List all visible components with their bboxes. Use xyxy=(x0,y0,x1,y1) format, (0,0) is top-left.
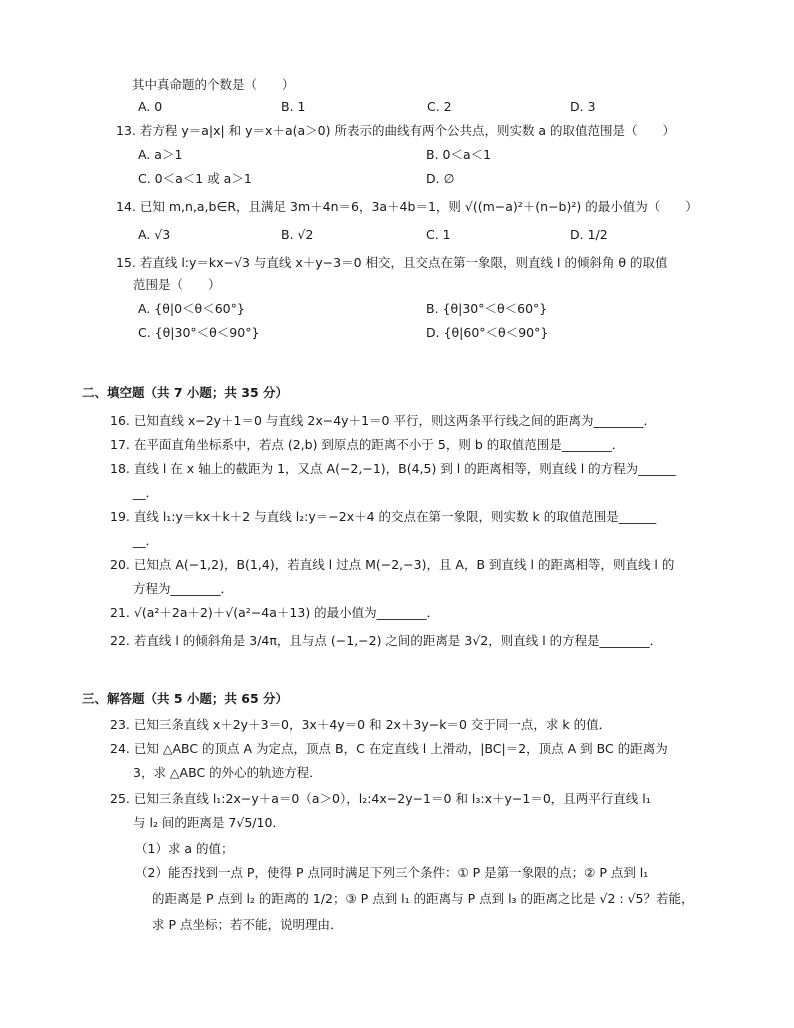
q18-line1: 18. 直线 l 在 x 轴上的截距为 1，又点 A(−2,−1)，B(4,5) 到 l 的距离相等，则直线 l 的方程为______ xyxy=(110,461,676,476)
section-3-title: 三、解答题（共 5 小题；共 65 分） xyxy=(82,691,289,706)
q13-option-b: B. 0＜a＜1 xyxy=(426,147,492,162)
q13-option-d: D. ∅ xyxy=(426,171,455,186)
q25-part2-line1: （2）能否找到一点 P，使得 P 点同时满足下列三个条件：① P 是第一象限的点；② P 点到 l₁ xyxy=(135,865,649,880)
q25-line2: 与 l₂ 间的距离是 7√5/10． xyxy=(133,815,285,830)
q14-option-b: B. √2 xyxy=(281,227,314,242)
q15-option-d: D. {θ|60°＜θ＜90°} xyxy=(426,325,549,340)
q25-line1: 25. 已知三条直线 l₁:2x−y＋a＝0（a＞0），l₂:4x−2y−1＝0 和 l₃:x＋y−1＝0，且两平行直线 l₁ xyxy=(110,791,651,806)
q15-option-a: A. {θ|0＜θ＜60°} xyxy=(138,301,245,316)
q20-line1: 20. 已知点 A(−1,2)，B(1,4)，若直线 l 过点 M(−2,−3)，且 A，B 到直线 l 的距离相等，则直线 l 的 xyxy=(110,557,675,572)
q24-line2: 3，求 △ABC 的外心的轨迹方程． xyxy=(133,765,322,780)
q25-part2-line2: 的距离是 P 点到 l₂ 的距离的 1/2；③ P 点到 l₁ 的距离与 P 点到 l₃ 的距离之比是 √2 : √5？若能， xyxy=(152,891,694,906)
q25-part2-line3: 求 P 点坐标；若不能，说明理由． xyxy=(152,917,343,932)
q15-stem-line2: 范围是（ ） xyxy=(133,277,221,292)
q14-option-d: D. 1/2 xyxy=(570,227,608,242)
q15-stem-line1: 15. 若直线 l:y＝kx−√3 与直线 x＋y−3＝0 相交，且交点在第一象限，则直线 l 的倾斜角 θ 的取值 xyxy=(116,255,668,270)
q16: 16. 已知直线 x−2y＋1＝0 与直线 2x−4y＋1＝0 平行，则这两条平行线之间的距离为________． xyxy=(110,413,656,428)
q17: 17. 在平面直角坐标系中，若点 (2,b) 到原点的距离不小于 5，则 b 的取值范围是________． xyxy=(110,437,625,452)
q24-line1: 24. 已知 △ABC 的顶点 A 为定点，顶点 B，C 在定直线 l 上滑动，|BC|＝2，顶点 A 到 BC 的距离为 xyxy=(110,741,668,756)
q14-option-c: C. 1 xyxy=(426,227,451,242)
q18-line2: __． xyxy=(133,485,159,500)
q19-line1: 19. 直线 l₁:y＝kx＋k＋2 与直线 l₂:y＝−2x＋4 的交点在第一象限，则实数 k 的取值范围是______ xyxy=(110,509,657,524)
q13-stem: 13. 若方程 y＝a|x| 和 y＝x＋a(a＞0) 所表示的曲线有两个公共点，则实数 a 的取值范围是（ ） xyxy=(116,123,676,138)
q12-option-b: B. 1 xyxy=(281,99,306,114)
q14-stem: 14. 已知 m,n,a,b∈R，且满足 3m＋4n＝6，3a＋4b＝1，则 √((m−a)²＋(n−b)²) 的最小值为（ ） xyxy=(116,199,698,214)
q21: 21. √(a²＋2a＋2)＋√(a²−4a＋13) 的最小值为________． xyxy=(110,605,440,620)
q20-line2: 方程为________． xyxy=(133,581,234,596)
q12-option-a: A. 0 xyxy=(138,99,163,114)
q15-option-c: C. {θ|30°＜θ＜90°} xyxy=(138,325,260,340)
q25-part1: （1）求 a 的值； xyxy=(135,841,234,856)
q13-option-c: C. 0＜a＜1 或 a＞1 xyxy=(138,171,252,186)
q19-line2: __． xyxy=(133,533,159,548)
section-2-title: 二、填空题（共 7 小题；共 35 分） xyxy=(82,385,289,400)
q12-option-c: C. 2 xyxy=(427,99,452,114)
q13-option-a: A. a＞1 xyxy=(138,147,183,162)
q14-option-a: A. √3 xyxy=(138,227,171,242)
q23: 23. 已知三条直线 x＋2y＋3＝0，3x＋4y＝0 和 2x＋3y−k＝0 交于同一点，求 k 的值． xyxy=(110,717,612,732)
q15-option-b: B. {θ|30°＜θ＜60°} xyxy=(426,301,548,316)
q22: 22. 若直线 l 的倾斜角是 3/4π，且与点 (−1,−2) 之间的距离是 3√2，则直线 l 的方程是________． xyxy=(110,633,663,648)
q12-stem: 其中真命题的个数是（ ） xyxy=(132,77,295,92)
q12-option-d: D. 3 xyxy=(570,99,596,114)
